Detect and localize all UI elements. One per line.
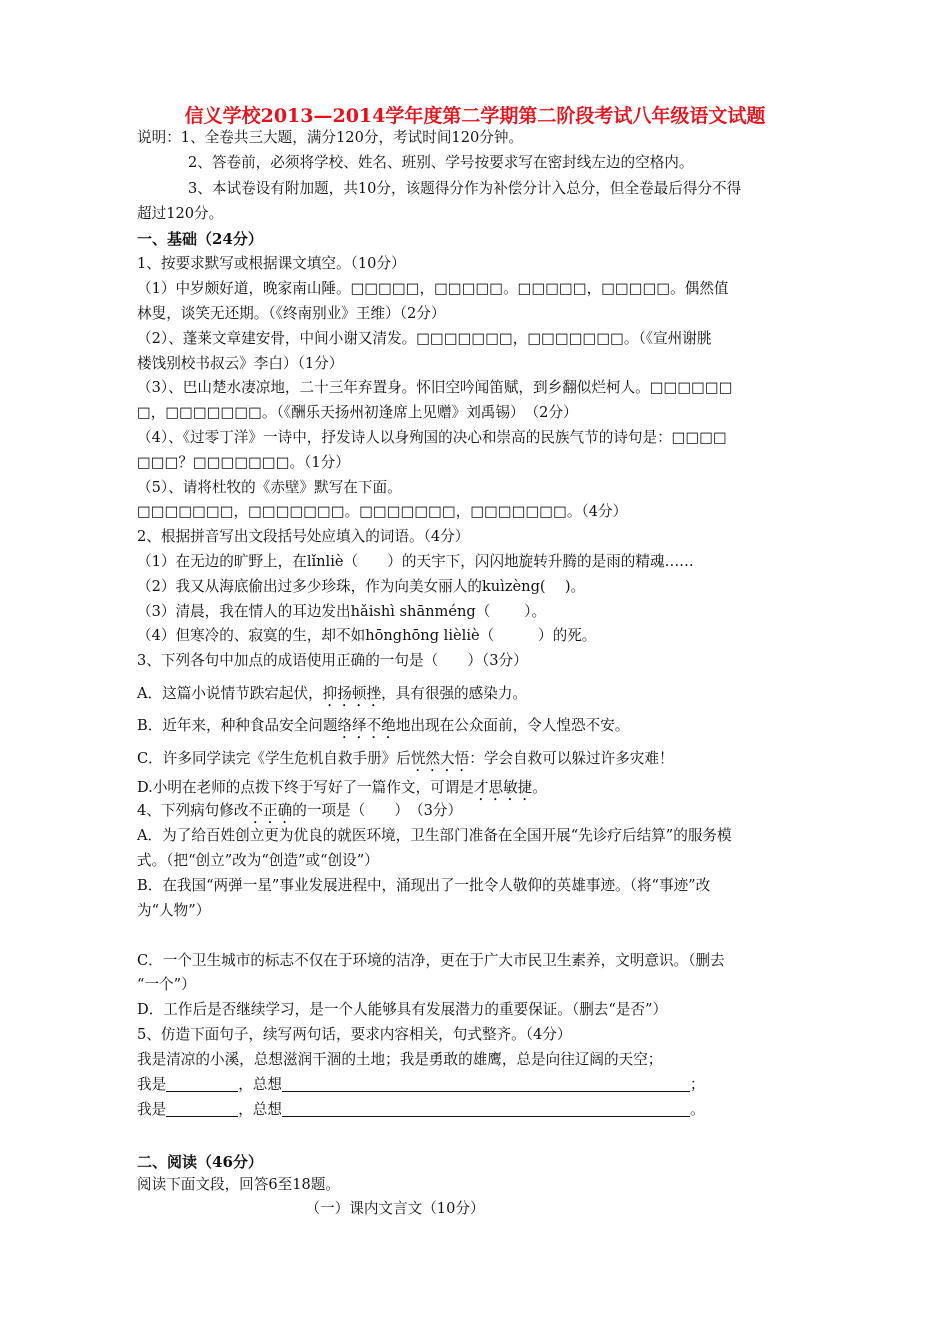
answer-blank[interactable] bbox=[282, 1100, 690, 1117]
q2-item4: （4）但寒冷的、寂寞的生，却不如hōnghōng lièliè（ ）的死。 bbox=[137, 627, 597, 644]
q5-example: 我是清凉的小溪，总想滋润干涸的土地；我是勇敢的雄鹰，总是向往辽阔的天空； bbox=[137, 1051, 663, 1068]
section2-intro: 阅读下面文段，回答6至18题。 bbox=[137, 1176, 340, 1193]
q1-item3-line1: （3）、巴山楚水凄凉地，二十三年弃置身。怀旧空吟闻笛赋，到乡翻似烂柯人。□□□□□□ bbox=[137, 379, 733, 396]
answer-blank[interactable] bbox=[282, 1075, 690, 1092]
q3-option-d: D.小明在老师的点拨下终于写好了一篇作文，可谓是才思敏捷。 bbox=[137, 779, 547, 796]
q4-option-c-line1: C．一个卫生城市的标志不仅在于环境的洁净，更在于广大市民卫生素养，文明意识。（删去 bbox=[137, 952, 725, 969]
q1-item5-line1: （5）、请将杜牧的《赤壁》默写在下面。 bbox=[137, 479, 402, 496]
exam-title: 信义学校2013—2014学年度第二学期第二阶段考试八年级语文试题 bbox=[184, 105, 766, 127]
q2-stem: 2、根据拼音写出文段括号处应填入的词语。（4分） bbox=[137, 528, 470, 545]
q2-item2: （2）我又从海底偷出过多少珍珠，作为向美女丽人的kuìzèng( )。 bbox=[137, 578, 586, 595]
q1-item5-line2: □□□□□□□，□□□□□□□。□□□□□□□，□□□□□□□。（4分） bbox=[137, 503, 628, 520]
q1-item4-line1: （4）、《过零丁洋》一诗中，抒发诗人以身殉国的决心和崇高的民族气节的诗句是：□□□□ bbox=[137, 429, 727, 446]
q3-option-a: A．这篇小说情节跌宕起伏，抑扬顿挫，具有很强的感染力。 bbox=[137, 685, 528, 702]
q4-option-c-line2: “一个”） bbox=[137, 976, 196, 993]
q1-item3-line2: □，□□□□□□□。（《酬乐天扬州初逢席上见赠》刘禹锡） （2分） bbox=[137, 404, 578, 421]
q2-item3: （3）清晨，我在情人的耳边发出hǎishì shānméng（ ）。 bbox=[137, 603, 547, 620]
q5-answer-line-1: 我是 ，总想 ； bbox=[137, 1076, 705, 1093]
section2-heading: 二、阅读（46分） bbox=[137, 1153, 263, 1171]
q1-item1-line1: （1）中岁颇好道，晚家南山陲。□□□□□，□□□□□。□□□□□，□□□□□。偶然值 bbox=[137, 280, 729, 297]
section2-subheading: （一）课内文言文（10分） bbox=[305, 1200, 485, 1217]
dotted-idiom: 抑扬顿挫 bbox=[322, 685, 382, 702]
q4-option-a-line1: A．为了给百姓创立更为优良的就医环境，卫生部门准备在全国开展“先诊疗后结算”的服务模 bbox=[137, 827, 732, 844]
answer-blank[interactable] bbox=[166, 1100, 238, 1117]
section1-heading: 一、基础（24分） bbox=[137, 230, 263, 248]
instruction-line-3: 3、本试卷设有附加题，共10分，该题得分作为补偿分计入总分，但全卷最后得分不得 bbox=[188, 180, 742, 197]
q3-stem: 3、下列各句中加点的成语使用正确的一句是（ ）（3分） bbox=[137, 652, 528, 669]
q4-option-a-line2: 式。（把“创立”改为“创造”或“创设”） bbox=[137, 852, 379, 869]
q5-stem: 5、仿造下面句子，续写两句话，要求内容相关，句式整齐。（4分） bbox=[137, 1026, 572, 1043]
q5-answer-line-2: 我是 ，总想 。 bbox=[137, 1101, 705, 1118]
instruction-line-2: 2、答卷前，必须将学校、姓名、班别、学号按要求写在密封线左边的空格内。 bbox=[188, 154, 694, 171]
q1-item1-line2: 林叟，谈笑无还期。（《终南别业》王维）（2分） bbox=[137, 305, 446, 322]
dotted-idiom: 恍然大悟 bbox=[410, 750, 470, 767]
q2-item1: （1）在无边的旷野上，在lǐnliè（ ）的天宇下，闪闪地旋转升腾的是雨的精魂…… bbox=[137, 553, 694, 570]
q4-stem: 4、下列病句修改不正确的一项是（ ） （3分） bbox=[137, 802, 463, 819]
q1-stem: 1、按要求默写或根据课文填空。（10分） bbox=[137, 255, 406, 272]
dotted-word: 不正确 bbox=[248, 802, 293, 819]
dotted-idiom: 才思敏捷 bbox=[473, 779, 533, 796]
q3-option-b: B．近年来，种种食品安全问题络绎不绝地出现在公众面前，令人惶恐不安。 bbox=[137, 717, 630, 734]
q4-option-b-line1: B．在我国“两弹一星”事业发展进程中，涌现出了一批令人敬仰的英雄事迹。（将“事迹”改 bbox=[137, 877, 711, 894]
dotted-idiom: 络绎不绝 bbox=[337, 717, 396, 734]
q4-option-b-line2: 为“人物”） bbox=[137, 902, 211, 919]
q1-item2-line1: （2）、蓬莱文章建安骨，中间小谢又清发。□□□□□□□，□□□□□□□。（《宣州谢朓 bbox=[137, 330, 712, 347]
answer-blank[interactable] bbox=[166, 1075, 238, 1092]
q1-item2-line2: 楼饯别校书叔云》李白）（1分） bbox=[137, 355, 344, 372]
instruction-line-1: 说明：1、全卷共三大题，满分120分，考试时间120分钟。 bbox=[137, 129, 524, 146]
q1-item4-line2: □□□？□□□□□□□。（1分） bbox=[137, 454, 350, 471]
instruction-line-4: 超过120分。 bbox=[137, 205, 224, 222]
q3-option-c: C．许多同学读完《学生危机自救手册》后恍然大悟：学会自救可以躲过许多灾难！ bbox=[137, 750, 674, 767]
q4-option-d: D．工作后是否继续学习，是一个人能够具有发展潜力的重要保证。（删去“是否”） bbox=[137, 1001, 668, 1018]
